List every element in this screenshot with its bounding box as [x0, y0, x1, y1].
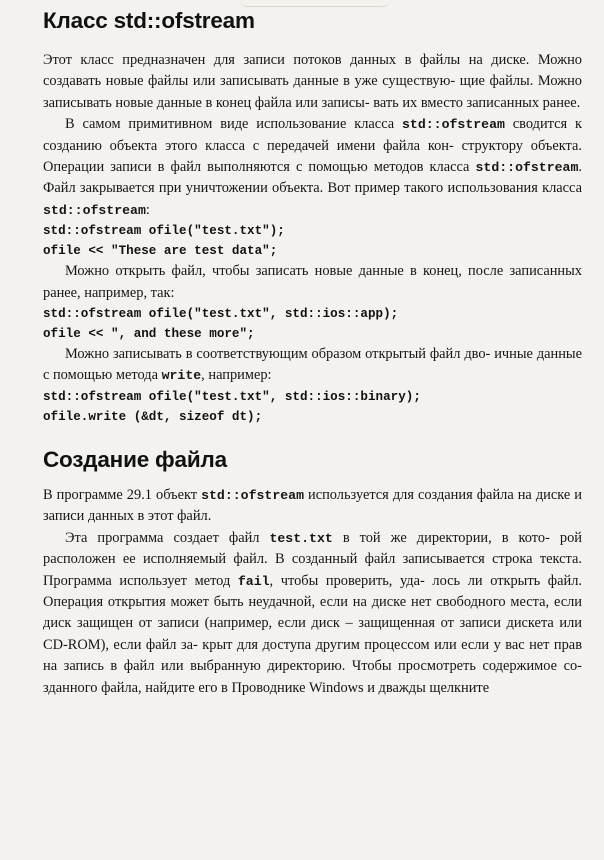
- inline-code: std::ofstream: [201, 487, 304, 503]
- text-run: . Файл закрывается при уничтожении: [43, 159, 582, 197]
- code-line: ofile.write (&dt, sizeof dt);: [43, 409, 263, 424]
- text-run: файла на диске и записи данных в этот файл.: [43, 486, 582, 525]
- paragraph-program: [43, 485, 582, 528]
- inline-code: std::ofstream: [402, 117, 505, 133]
- text-run: лось ли открыть файл. Операция открытия может быть неудачной, если: [43, 572, 582, 610]
- code-line: ofile << "These are test data";: [43, 244, 278, 259]
- code-line: std::ofstream ofile("test.txt", std::ios::binary);: [43, 389, 421, 404]
- text-line: Этот класс предназначен для записи потоков данных в файлы на диске.: [43, 52, 530, 68]
- text-run: сводится к созданию объекта этого класса с передачей имени файла кон-: [43, 116, 582, 154]
- text-run: В самом примитивном виде использование класса: [65, 116, 403, 133]
- text-run: зданного файла, найдите его в Проводнике Windows и дважды щелкните: [43, 679, 490, 696]
- text-run: Эта программа создает файл: [65, 529, 270, 546]
- text-run: на диске нет свободного места, если диск защищен от записи (например,: [43, 593, 582, 632]
- inline-code: std::ofstream: [475, 160, 579, 176]
- text-run: используется для создания: [304, 486, 473, 503]
- text-run: , чтобы проверить, уда-: [269, 572, 425, 589]
- text-line: вать их вместо записанных ранее.: [373, 94, 581, 111]
- paragraph-binary: [43, 344, 582, 387]
- section-heading-ofstream: Класс std::ofstream: [43, 8, 255, 33]
- code-example-basic: [43, 221, 582, 261]
- paragraph-append: [43, 261, 582, 304]
- paragraph-intro: [43, 50, 582, 114]
- inline-code: write: [161, 368, 202, 384]
- inline-code: std::ofstream: [43, 202, 146, 218]
- inline-code: test.txt: [269, 530, 333, 546]
- text-run: файл или выбранную директорию. Чтобы просмотреть содержимое со-: [123, 658, 582, 675]
- text-run: В программе 29.1 объект: [43, 486, 202, 503]
- code-line: ofile << ", and these more";: [43, 327, 255, 342]
- text-run: крыт для доступа другим процессом или если у вас нет прав на запись в: [43, 636, 582, 675]
- paragraph-usage: [43, 114, 582, 221]
- text-run: строка текста. Программа использует метод: [43, 551, 582, 589]
- text-run: , например:: [201, 367, 272, 384]
- code-line: std::ofstream ofile("test.txt");: [43, 224, 285, 239]
- text-run: рой расположен ее исполняемый файл. В созданный файл записывается: [43, 529, 582, 568]
- code-example-append: [43, 304, 582, 344]
- text-run: структору объекта. Операции записи в файл выполняются с помощью: [43, 137, 582, 176]
- text-run: если диск – защищенная от записи дискета или CD-ROM), если файл за-: [43, 615, 582, 653]
- text-line: записанных ранее, например, так:: [43, 263, 582, 301]
- inline-code: fail: [237, 573, 270, 589]
- text-run: в той же директории, в кото-: [332, 529, 550, 546]
- text-run: методов класса: [373, 159, 476, 176]
- text-run: ичные данные с помощью метода: [43, 346, 582, 384]
- section-heading-create-file: Создание файла: [43, 446, 227, 472]
- text-run: :: [145, 201, 150, 218]
- code-example-binary: [43, 387, 582, 427]
- paragraph-program-details: [43, 528, 582, 699]
- code-line: std::ofstream ofile("test.txt", std::ios::app);: [43, 307, 399, 322]
- text-line: щие файлы. Можно записывать новые данные в конец файла или записы-: [43, 73, 583, 111]
- text-run: объекта. Вот пример такого использования класса: [272, 180, 582, 197]
- text-line: Можно создавать новые файлы или записывать данные в уже существую-: [43, 52, 582, 90]
- text-run: Можно записывать в соответствующим образом открытый файл дво-: [65, 346, 491, 363]
- text-line: Можно открыть файл, чтобы записать новые данные в конец, после: [65, 263, 504, 280]
